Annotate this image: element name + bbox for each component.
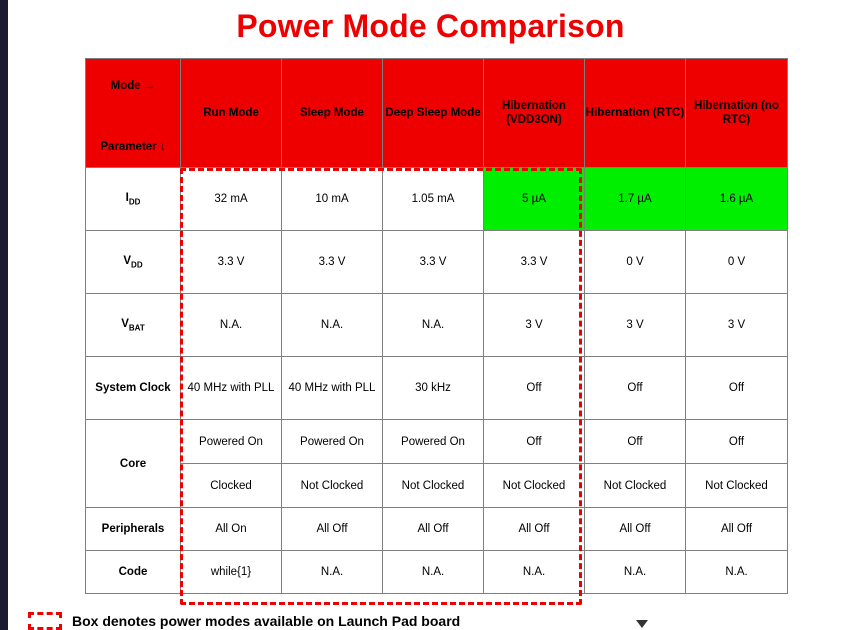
row-label-vbat [86, 294, 181, 357]
table-row [86, 464, 788, 508]
cell-peripherals-hib-no-rtc: All Off [686, 508, 788, 551]
cell-idd-hib-vdd3on: 5 µA [484, 168, 585, 231]
row-label-idd-subscript: DD [128, 197, 141, 207]
cell-clock-hib-vdd3on: Off [484, 357, 585, 420]
slide-left-accent-bar [0, 0, 8, 630]
table-row [86, 357, 788, 420]
row-label-peripherals: Peripherals [86, 508, 181, 551]
cell-clock-deep-sleep: 30 kHz [383, 357, 484, 420]
cell-clock-run: 40 MHz with PLL [181, 357, 282, 420]
cell-code-hib-vdd3on: N.A. [484, 551, 585, 594]
row-label-idd-text: I [125, 191, 129, 204]
power-mode-table-container [85, 58, 787, 594]
cell-code-hib-rtc: N.A. [585, 551, 686, 594]
row-label-system-clock: System Clock [86, 357, 181, 420]
dashed-box-legend-swatch [28, 612, 62, 630]
table-row [86, 551, 788, 594]
cell-idd-deep-sleep: 1.05 mA [383, 168, 484, 231]
cell-vbat-sleep: N.A. [282, 294, 383, 357]
cell-idd-hib-no-rtc: 1.6 µA [686, 168, 788, 231]
scroll-caret-icon [636, 620, 648, 628]
cell-vbat-deep-sleep: N.A. [383, 294, 484, 357]
cell-core-clock-hib-vdd3on: Not Clocked [484, 464, 585, 508]
table-row [86, 168, 788, 231]
row-label-idd [86, 168, 181, 231]
footnote-text: Box denotes power modes available on Launch Pad board [72, 613, 461, 629]
cell-vbat-run: N.A. [181, 294, 282, 357]
mode-axis-label: Mode → [110, 80, 156, 92]
cell-core-clock-deep-sleep: Not Clocked [383, 464, 484, 508]
table-row [86, 508, 788, 551]
cell-peripherals-deep-sleep: All Off [383, 508, 484, 551]
cell-core-power-sleep: Powered On [282, 420, 383, 464]
column-header-sleep-mode: Sleep Mode [282, 59, 383, 168]
cell-peripherals-sleep: All Off [282, 508, 383, 551]
cell-peripherals-hib-rtc: All Off [585, 508, 686, 551]
cell-vdd-deep-sleep: 3.3 V [383, 231, 484, 294]
table-header-row [86, 59, 788, 168]
cell-core-power-hib-vdd3on: Off [484, 420, 585, 464]
column-header-deep-sleep-mode: Deep Sleep Mode [383, 59, 484, 168]
cell-vdd-run: 3.3 V [181, 231, 282, 294]
cell-vbat-hib-no-rtc: 3 V [686, 294, 788, 357]
cell-idd-run: 32 mA [181, 168, 282, 231]
column-header-run-mode: Run Mode [181, 59, 282, 168]
row-label-vdd-text: V [123, 254, 132, 267]
cell-vdd-hib-no-rtc: 0 V [686, 231, 788, 294]
cell-clock-sleep: 40 MHz with PLL [282, 357, 383, 420]
cell-core-power-hib-no-rtc: Off [686, 420, 788, 464]
table-row [86, 420, 788, 464]
cell-core-clock-hib-rtc: Not Clocked [585, 464, 686, 508]
row-label-vbat-text: V [121, 317, 129, 330]
cell-peripherals-hib-vdd3on: All Off [484, 508, 585, 551]
power-mode-comparison-table [85, 58, 788, 594]
cell-vdd-sleep: 3.3 V [282, 231, 383, 294]
table-corner-header [86, 59, 181, 168]
row-label-vdd-subscript: DD [131, 260, 143, 270]
cell-code-hib-no-rtc: N.A. [686, 551, 788, 594]
cell-core-power-hib-rtc: Off [585, 420, 686, 464]
cell-code-deep-sleep: N.A. [383, 551, 484, 594]
page-title: Power Mode Comparison [236, 8, 625, 44]
cell-vbat-hib-vdd3on: 3 V [484, 294, 585, 357]
row-label-core: Core [86, 420, 181, 508]
table-row [86, 294, 788, 357]
cell-code-sleep: N.A. [282, 551, 383, 594]
row-label-vdd [86, 231, 181, 294]
cell-idd-hib-rtc: 1.7 µA [585, 168, 686, 231]
column-header-hibernation-rtc: Hibernation (RTC) [585, 59, 686, 168]
column-header-hibernation-vdd3on: Hibernation (VDD3ON) [484, 59, 585, 168]
cell-vbat-hib-rtc: 3 V [585, 294, 686, 357]
cell-core-clock-hib-no-rtc: Not Clocked [686, 464, 788, 508]
cell-idd-sleep: 10 mA [282, 168, 383, 231]
cell-clock-hib-no-rtc: Off [686, 357, 788, 420]
cell-peripherals-run: All On [181, 508, 282, 551]
row-label-code: Code [86, 551, 181, 594]
cell-core-clock-run: Clocked [181, 464, 282, 508]
parameter-axis-label: Parameter ↓ [100, 141, 166, 153]
column-header-hibernation-no-rtc: Hibernation (no RTC) [686, 59, 788, 168]
cell-vdd-hib-vdd3on: 3.3 V [484, 231, 585, 294]
cell-core-clock-sleep: Not Clocked [282, 464, 383, 508]
table-row [86, 231, 788, 294]
cell-code-run: while{1} [181, 551, 282, 594]
cell-vdd-hib-rtc: 0 V [585, 231, 686, 294]
cell-core-power-run: Powered On [181, 420, 282, 464]
cell-core-power-deep-sleep: Powered On [383, 420, 484, 464]
row-label-vbat-subscript: BAT [128, 323, 145, 333]
footnote [28, 612, 460, 630]
cell-clock-hib-rtc: Off [585, 357, 686, 420]
